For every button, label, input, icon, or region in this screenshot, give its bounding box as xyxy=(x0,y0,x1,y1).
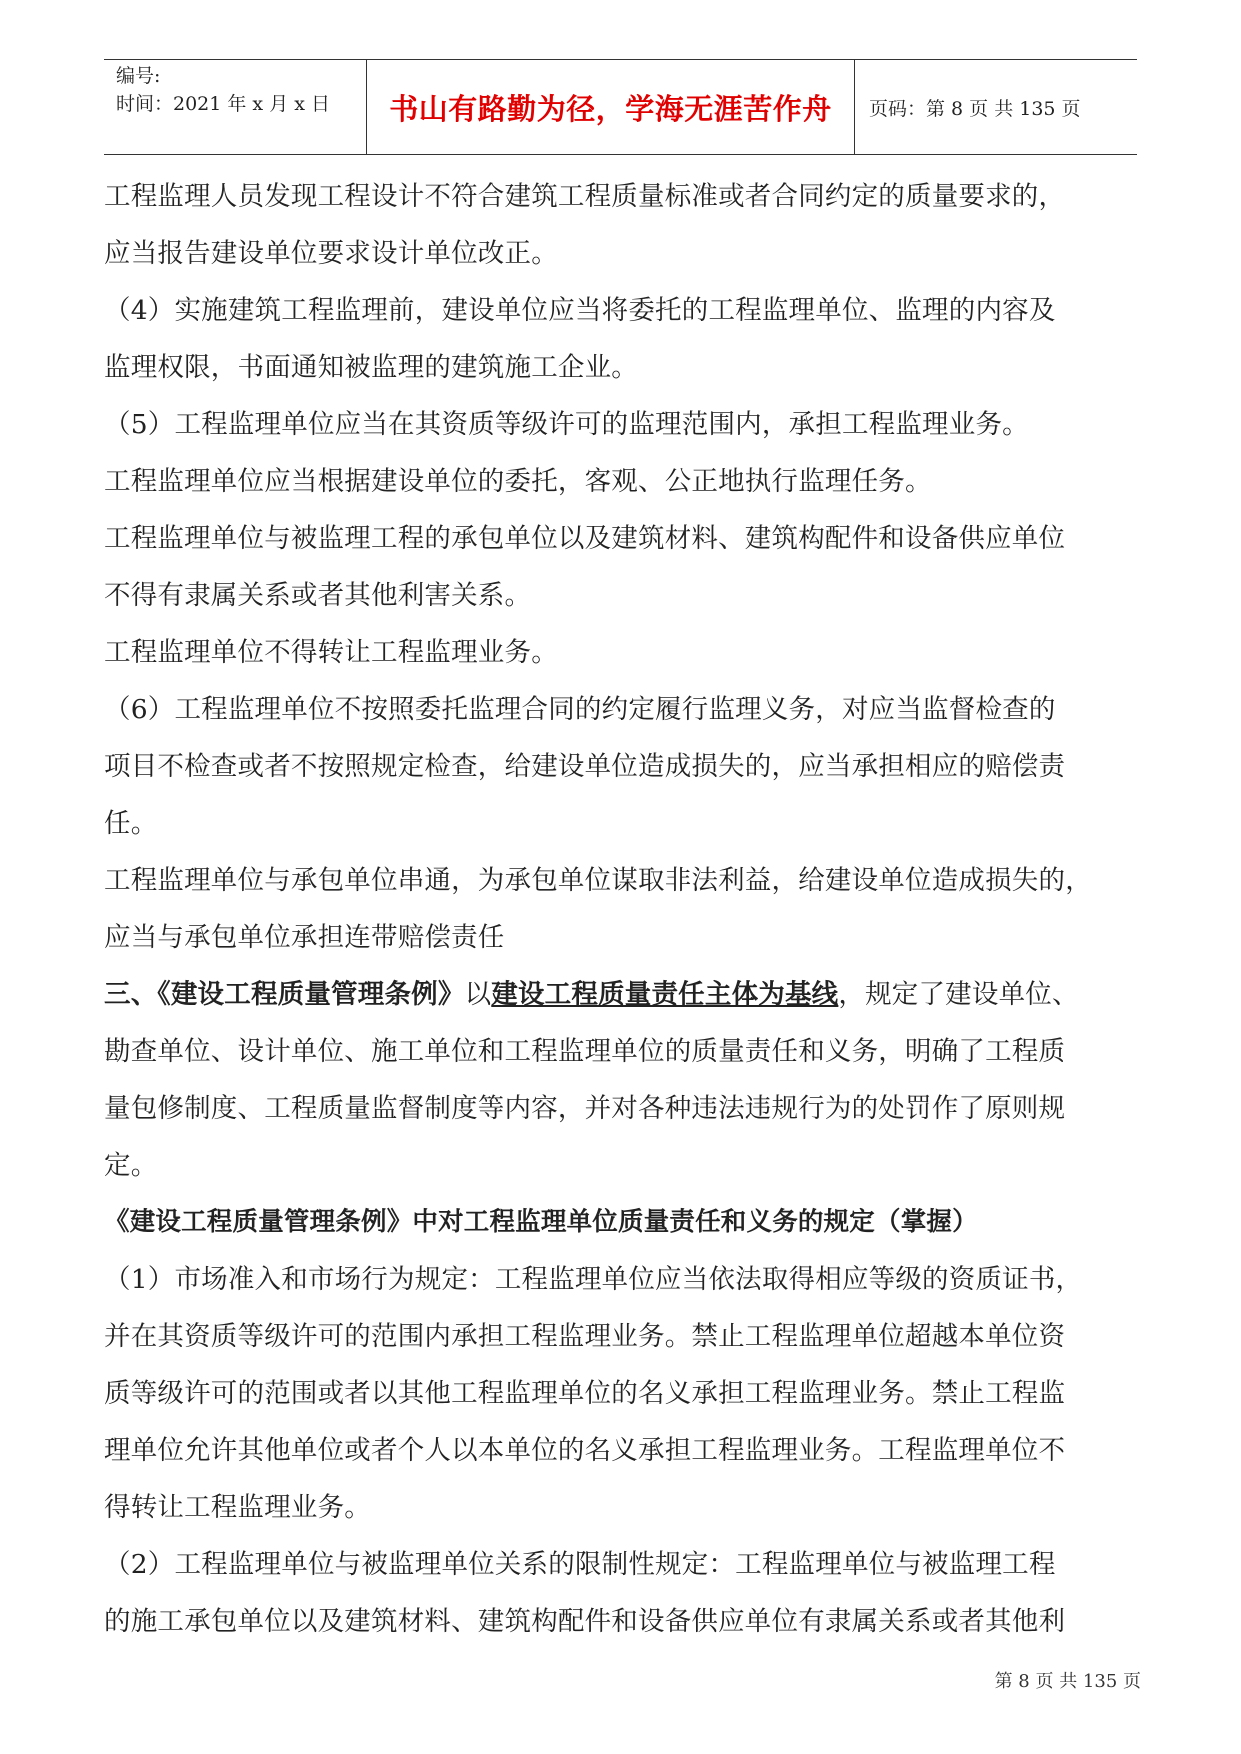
body-line: 工程监理人员发现工程设计不符合建筑工程质量标准或者合同约定的质量要求的， xyxy=(104,181,1066,212)
document-body xyxy=(104,168,1144,1650)
body-line: 应当报告建设单位要求设计单位改正。 xyxy=(104,238,558,269)
body-line: 监理权限，书面通知被监理的建筑施工企业。 xyxy=(104,352,638,383)
body-line: 项目不检查或者不按照规定检查，给建设单位造成损失的，应当承担相应的赔偿责 xyxy=(104,751,1066,782)
section-three-mid: 以 xyxy=(464,979,492,1010)
header-meta xyxy=(104,60,367,154)
page-header xyxy=(104,59,1137,155)
header-page-code: 页码：第 8 页 共 135 页 xyxy=(869,97,1081,120)
body-line: 定。 xyxy=(104,1150,158,1181)
body-line: 得转让工程监理业务。 xyxy=(104,1492,371,1523)
body-line: 工程监理单位与承包单位串通，为承包单位谋取非法利益，给建设单位造成损失的， xyxy=(104,865,1092,896)
document-number-label: 编号: xyxy=(116,65,161,87)
body-line: 工程监理单位不得转让工程监理业务。 xyxy=(104,637,558,668)
body-line: （4）实施建筑工程监理前，建设单位应当将委托的工程监理单位、监理的内容及 xyxy=(104,295,1056,326)
section-three-rest: ，规定了建设单位、 xyxy=(838,979,1079,1010)
header-page-code-cell xyxy=(855,60,1137,154)
body-line: （6）工程监理单位不按照委托监理合同的约定履行监理义务，对应当监督检查的 xyxy=(104,694,1056,725)
body-line: 理单位允许其他单位或者个人以本单位的名义承担工程监理业务。工程监理单位不 xyxy=(104,1435,1066,1466)
section-three-line xyxy=(104,966,1144,1023)
body-line: （2）工程监理单位与被监理单位关系的限制性规定：工程监理单位与被监理工程 xyxy=(104,1549,1056,1580)
document-time: 时间：2021 年 x 月 x 日 xyxy=(116,93,330,115)
body-line: 的施工承包单位以及建筑材料、建筑构配件和设备供应单位有隶属关系或者其他利 xyxy=(104,1606,1066,1637)
body-line: 并在其资质等级许可的范围内承担工程监理业务。禁止工程监理单位超越本单位资 xyxy=(104,1321,1066,1352)
body-line: 工程监理单位与被监理工程的承包单位以及建筑材料、建筑构配件和设备供应单位 xyxy=(104,523,1066,554)
section-three-title: 三、《建设工程质量管理条例》 xyxy=(104,979,465,1010)
body-line: 量包修制度、工程质量监督制度等内容，并对各种违法违规行为的处罚作了原则规 xyxy=(104,1093,1066,1124)
body-line: 任。 xyxy=(104,808,158,839)
header-motto: 书山有路勤为径，学海无涯苦作舟 xyxy=(389,91,832,126)
section-heading: 《建设工程质量管理条例》中对工程监理单位质量责任和义务的规定（掌握） xyxy=(104,1207,978,1237)
body-line: 勘查单位、设计单位、施工单位和工程监理单位的质量责任和义务，明确了工程质 xyxy=(104,1036,1066,1067)
header-motto-cell xyxy=(367,60,855,154)
body-line: 不得有隶属关系或者其他利害关系。 xyxy=(104,580,532,611)
section-three-emphasis: 建设工程质量责任主体为基线 xyxy=(491,979,839,1010)
body-line: （1）市场准入和市场行为规定：工程监理单位应当依法取得相应等级的资质证书， xyxy=(104,1264,1083,1295)
body-line: 应当与承包单位承担连带赔偿责任 xyxy=(104,922,505,953)
body-line: 质等级许可的范围或者以其他工程监理单位的名义承担工程监理业务。禁止工程监 xyxy=(104,1378,1066,1409)
page-footer: 第 8 页 共 135 页 xyxy=(994,1671,1141,1692)
body-line: 工程监理单位应当根据建设单位的委托，客观、公正地执行监理任务。 xyxy=(104,466,932,497)
body-line: （5）工程监理单位应当在其资质等级许可的监理范围内，承担工程监理业务。 xyxy=(104,409,1029,440)
